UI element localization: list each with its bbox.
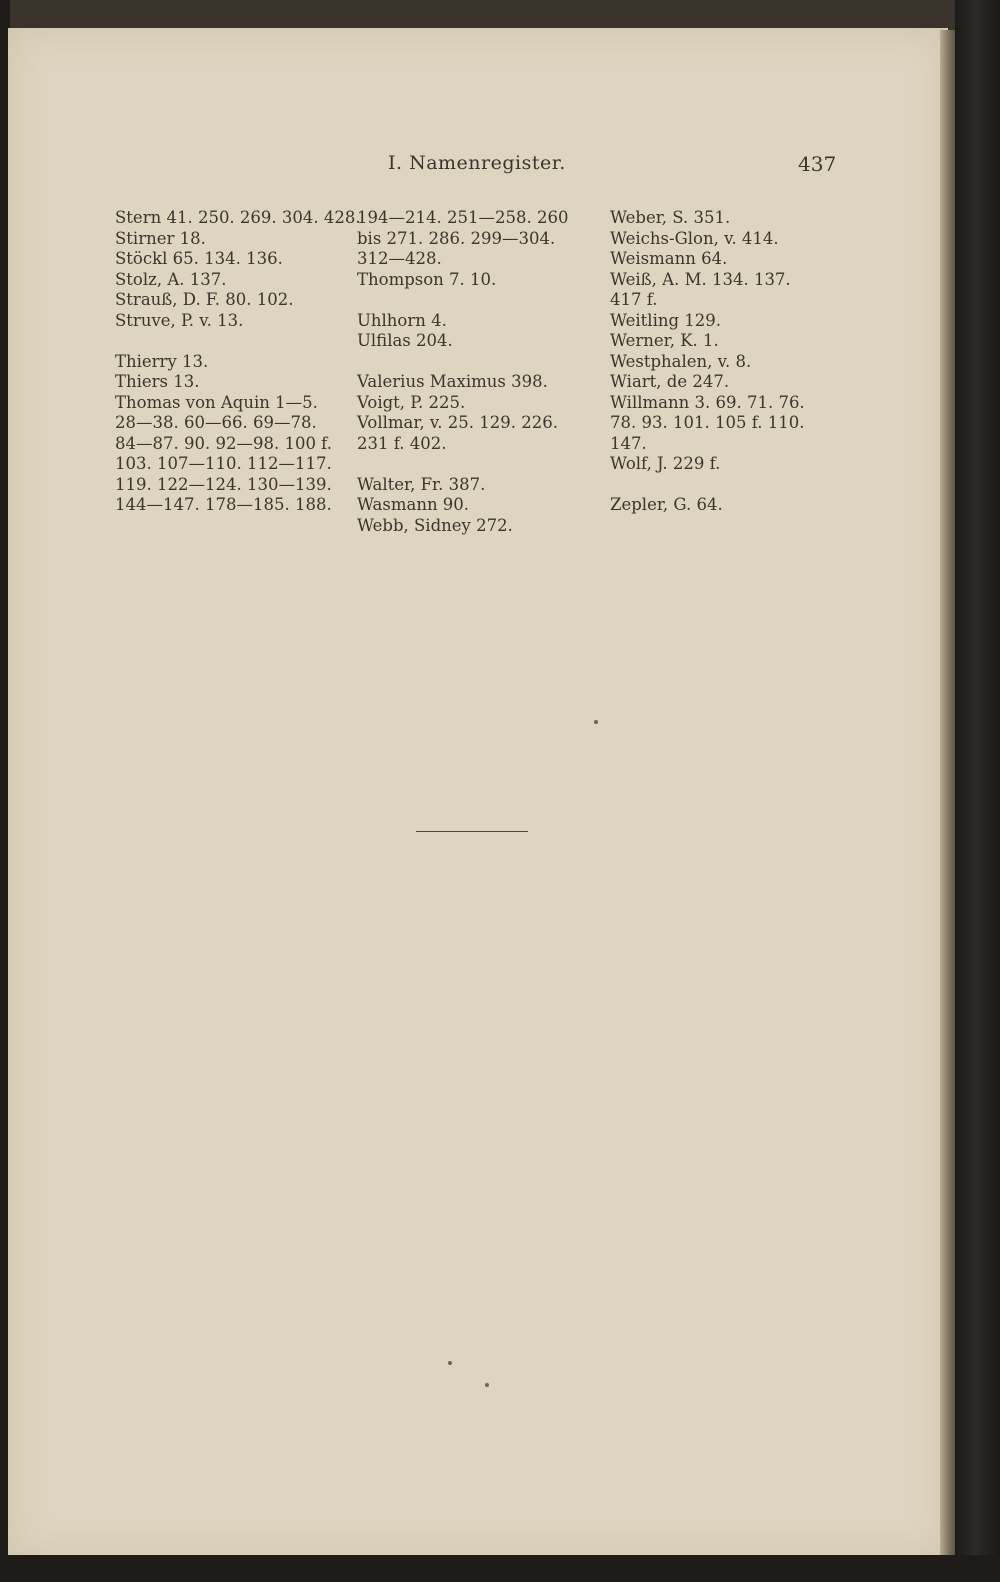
index-entry: 194—214. 251—258. 260 [357, 208, 569, 227]
index-entry: Voigt, P. 225. [357, 392, 466, 412]
index-entry: Thomas von Aquin 1—5. [115, 392, 318, 412]
index-entry: Thompson 7. 10. [357, 269, 497, 289]
index-entry: 231 f. 402. [357, 433, 447, 453]
index-entry: Ulfilas 204. [357, 331, 453, 350]
index-entry: 144—147. 178—185. 188. [115, 495, 332, 514]
index-entry: Westphalen, v. 8. [610, 351, 752, 371]
index-entry: 417 f. [610, 290, 658, 309]
index-entry: Weber, S. 351. [610, 208, 731, 227]
index-entry: Strauß, D. F. 80. 102. [115, 290, 294, 309]
entry-gap [610, 475, 845, 496]
index-entry: Thierry 13. [115, 351, 209, 371]
index-entry: 147. [610, 433, 647, 453]
entry-gap [357, 352, 607, 373]
index-entry: Wolf, J. 229 f. [610, 454, 721, 473]
book-page [8, 28, 948, 1558]
index-entry: Wasmann 90. [357, 495, 470, 514]
index-entry: 103. 107—110. 112—117. [115, 454, 332, 473]
index-entry: Stöckl 65. 134. 136. [115, 249, 283, 268]
entry-gap [357, 290, 607, 311]
end-rule [416, 831, 528, 832]
entry-gap [115, 331, 360, 352]
index-entry: Stolz, A. 137. [115, 269, 227, 289]
book-bottom-edge [0, 1555, 1000, 1582]
index-entry: Vollmar, v. 25. 129. 226. [357, 413, 558, 432]
index-entry: Weichs-Glon, v. 414. [610, 228, 779, 248]
index-entry: Werner, K. 1. [610, 331, 719, 350]
index-column-2 [357, 208, 607, 536]
paper-speck [448, 1361, 452, 1365]
index-entry: Valerius Maximus 398. [357, 372, 548, 391]
page-number: 437 [798, 152, 837, 176]
index-entry: Wiart, de 247. [610, 372, 730, 391]
paper-speck [594, 720, 598, 724]
index-entry: Weiß, A. M. 134. 137. [610, 269, 791, 289]
index-entry: 84—87. 90. 92—98. 100 f. [115, 433, 332, 453]
index-entry: Thiers 13. [115, 372, 200, 391]
index-entry: Stern 41. 250. 269. 304. 428. [115, 208, 361, 227]
index-entry: Willmann 3. 69. 71. 76. [610, 392, 805, 412]
index-entry: Stirner 18. [115, 228, 206, 248]
index-entry: Uhlhorn 4. [357, 310, 447, 330]
book-cover-edge [955, 0, 1000, 1582]
index-entry: 28—38. 60—66. 69—78. [115, 413, 317, 432]
index-entry: bis 271. 286. 299—304. [357, 228, 556, 248]
index-entry: Walter, Fr. 387. [357, 474, 486, 494]
index-entry: Webb, Sidney 272. [357, 515, 513, 535]
index-entry: 78. 93. 101. 105 f. 110. [610, 413, 805, 432]
index-column-3 [610, 208, 845, 516]
index-entry: Weitling 129. [610, 310, 722, 330]
paper-speck [485, 1383, 489, 1387]
index-entry: Weismann 64. [610, 249, 728, 268]
index-entry: Struve, P. v. 13. [115, 310, 244, 330]
index-column-1 [115, 208, 360, 516]
entry-gap [357, 454, 607, 475]
running-header: I. Namenregister. [388, 152, 566, 174]
index-entry: 312—428. [357, 249, 442, 268]
index-entry: Zepler, G. 64. [610, 495, 723, 514]
index-entry: 119. 122—124. 130—139. [115, 474, 332, 494]
